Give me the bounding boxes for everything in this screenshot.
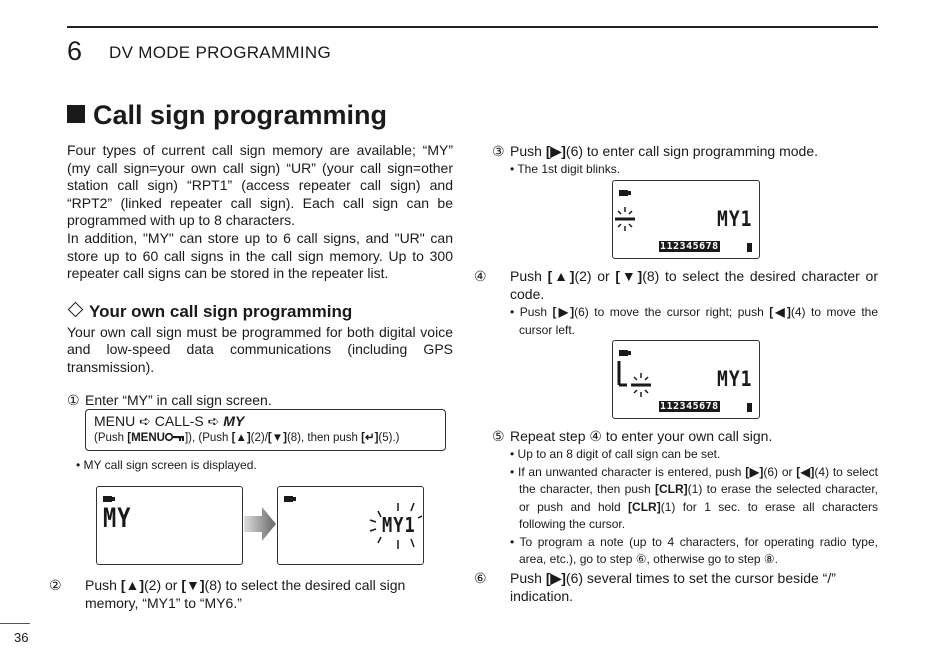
diamond-bullet-icon	[68, 301, 84, 317]
menu-push-a: (Push	[94, 431, 128, 444]
bullet-4-c: (4) to move the cursor left.	[519, 305, 879, 337]
step-3-b: (6) to enter call sign programming mode.	[565, 143, 819, 159]
step-6-a: Push	[510, 569, 546, 586]
menu-key-instructions	[94, 430, 437, 447]
top-rule	[67, 26, 878, 28]
step-4-c: (8) to select the desired character or code.	[510, 268, 878, 302]
step-6	[474, 569, 878, 605]
lcd-4-bottom: 112345678	[660, 401, 719, 412]
menu-push-b: ]), (Push	[184, 431, 232, 444]
bullet-5b-right-key: [▶]	[745, 464, 764, 479]
step-2-number: ②	[49, 577, 62, 593]
bullet-5b-d: (1) to erase the selected character, or push and hold	[519, 482, 878, 514]
menu-push-e: (5).)	[378, 431, 400, 444]
bullet-first-digit: • The 1st digit blinks.	[510, 162, 621, 176]
lcd-3-bottom: 112345678	[660, 241, 719, 252]
cursor-blink-icon	[615, 207, 635, 231]
intro-paragraph-1: Four types of current call sign memory are available; “MY” (my call sign=your own call sign) “UR” (your call sign=other station call sign) “RPT1” (access repeater call sign) and “RPT2” (linked repeater call sign). Each call sign can be programmed with up to 8 characters.	[67, 142, 453, 229]
battery-icon	[619, 350, 631, 356]
menu-path-box	[85, 409, 446, 451]
menu-enter-key: [↵]	[361, 431, 379, 444]
lcd-screen-4	[612, 340, 760, 419]
menu-key-label: [MENU	[127, 431, 165, 444]
lcd-screen-2	[277, 486, 424, 565]
step-6-b: (6) several times to set the cursor beside “/” indication.	[510, 569, 836, 604]
step-5	[492, 427, 878, 445]
lcd-4-text: MY1	[717, 367, 753, 393]
page-number: 36	[14, 630, 29, 645]
lcd-3-text: MY1	[717, 207, 753, 233]
step-1-text: Enter “MY” in call sign screen.	[85, 391, 272, 408]
menu-path-menu: MENU	[94, 412, 136, 429]
subsection-heading	[67, 301, 453, 323]
key-icon	[165, 431, 185, 447]
entered-char-and-cursor-icon	[619, 361, 651, 397]
bullet-my-screen: • MY call sign screen is displayed.	[76, 457, 257, 472]
chapter-number: 6	[67, 36, 83, 66]
steps-5-6-block	[474, 427, 878, 605]
step-3	[492, 142, 878, 160]
bullet-note: • To program a note (up to 4 characters, for operating radio type, area, etc.), go to step ⑥, otherwise go to step ⑧.	[510, 534, 878, 566]
step-2	[49, 576, 453, 612]
step-4-down-key: [▼]	[615, 268, 643, 284]
step-5-number: ⑤	[492, 428, 505, 444]
step-6-key: [▶]	[545, 569, 566, 586]
menu-path-calls: CALL-S	[154, 412, 204, 429]
lcd-1-text: MY	[103, 504, 132, 534]
left-column	[67, 142, 453, 474]
page-number-rule	[0, 623, 30, 624]
section-title	[67, 100, 387, 131]
right-arrow-icon	[244, 507, 276, 541]
step-4-a: Push	[510, 268, 548, 284]
step-4-block	[474, 267, 879, 339]
step-2-b: (2) or	[144, 577, 182, 593]
step-2-up-key: [▲]	[120, 577, 144, 593]
square-bullet-icon	[67, 105, 85, 123]
step-3-key: [▶]	[545, 143, 566, 159]
bullet-4-left-key: [◀]	[769, 305, 791, 319]
right-column	[492, 142, 878, 179]
step-3-a: Push	[510, 143, 546, 159]
step-5-text: Repeat step ④ to enter your own call sign.	[510, 428, 773, 444]
right-corner-mark	[747, 243, 752, 252]
step-4-up-key: [▲]	[547, 268, 575, 284]
step-3-number: ③	[492, 143, 505, 159]
step-1	[67, 391, 453, 409]
battery-icon	[619, 190, 631, 196]
section-title-text: Call sign programming	[93, 100, 388, 130]
bullet-5b-c: (4) to select the character, then push	[519, 464, 878, 496]
step-2-c: (8) to select the desired call sign memory, “MY1” to “MY6.”	[85, 577, 406, 611]
step-6-number: ⑥	[474, 569, 487, 586]
menu-path-line	[94, 412, 437, 430]
bullet-8-digit: • Up to an 8 digit of call sign can be set.	[510, 447, 721, 461]
menu-path-my: MY	[223, 412, 245, 429]
bullet-4-a: • Push	[510, 305, 553, 319]
step-4	[474, 267, 878, 303]
step-2-block	[49, 576, 453, 612]
step-4-b: (2) or	[574, 268, 616, 284]
step-1-number: ①	[67, 391, 80, 408]
chapter-title: DV MODE PROGRAMMING	[109, 43, 331, 62]
menu-up-key: [▲]	[231, 431, 251, 444]
step-2-a: Push	[85, 577, 121, 593]
subsection-body: Your own call sign must be programmed for both digital voice and low-speed data communications (including GPS transmission).	[67, 323, 453, 375]
bullet-4-right-key: [▶]	[552, 305, 575, 319]
lcd-2-text: MY1	[382, 514, 416, 538]
menu-push-c: (2)/	[250, 431, 268, 444]
step-4-number: ④	[474, 268, 487, 284]
bullet-5b-e: (1) for 1 sec. to erase all characters following the cursor.	[519, 499, 878, 531]
bullet-5b-b: (6) or	[763, 464, 797, 479]
battery-icon	[284, 496, 296, 502]
menu-push-d: (8), then push	[286, 431, 362, 444]
bullet-5b-left-key: [◀]	[796, 464, 815, 479]
bullet-4-b: (6) to move the cursor right; push	[574, 305, 770, 319]
bullet-unwanted-char	[492, 464, 878, 534]
bullet-5b-clr-key-2: [CLR]	[628, 499, 661, 514]
menu-path-arrow-2: ➪	[207, 412, 220, 429]
subsection-heading-text: Your own call sign programming	[89, 301, 353, 321]
menu-path-arrow-1: ➪	[139, 412, 151, 429]
battery-icon	[103, 496, 115, 502]
bullet-cursor-move	[492, 304, 878, 339]
bullet-5b-clr-key: [CLR]	[655, 482, 688, 496]
step-2-down-key: [▼]	[181, 577, 205, 593]
lcd-screen-3	[612, 180, 760, 259]
bullet-5b-a: • If an unwanted character is entered, push	[510, 464, 746, 479]
lcd-screen-1	[96, 486, 243, 565]
menu-down-key: [▼]	[267, 431, 287, 444]
intro-paragraph-2: In addition, "MY" can store up to 6 call signs, and "UR" can store up to 60 call signs in the call sign memory. Up to 300 repeater call signs can be stored in the repeater list.	[67, 229, 453, 282]
right-corner-mark	[747, 403, 752, 412]
